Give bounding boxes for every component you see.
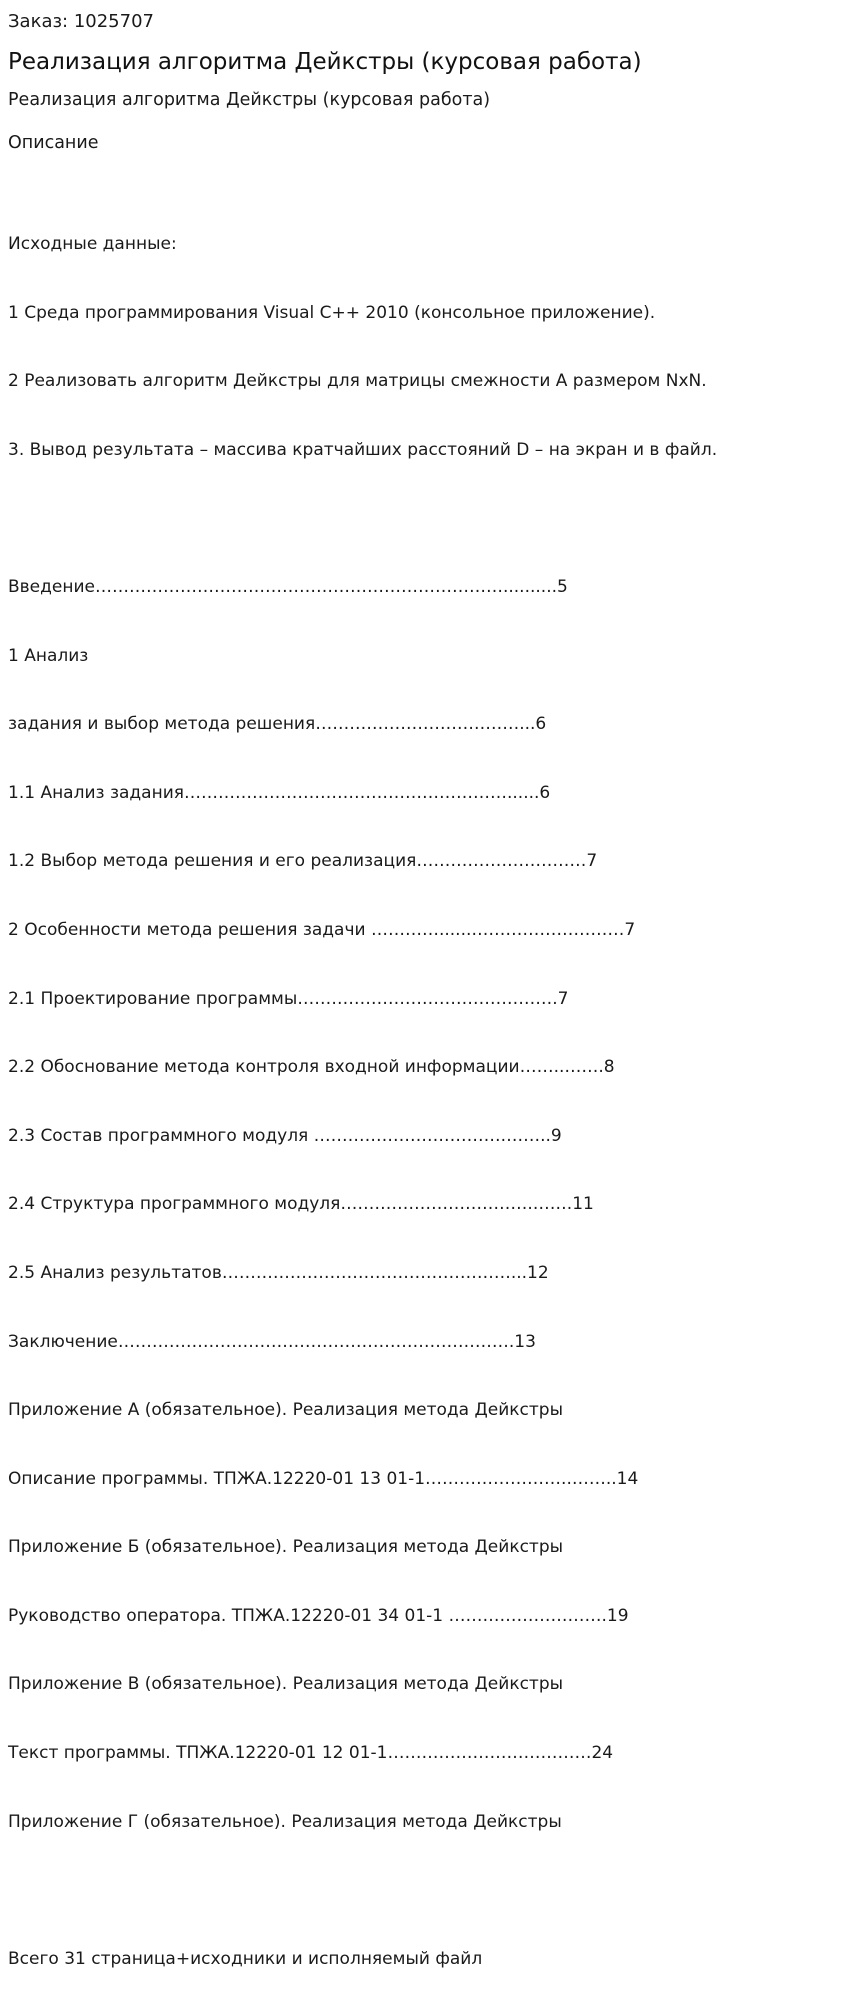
page-title: Реализация алгоритма Дейкстры (курсовая работа) <box>8 49 642 75</box>
toc-line: 1.2 Выбор метода решения и его реализация…………………………7 <box>8 851 598 872</box>
toc-line: Приложение А (обязательное). Реализация метода Дейкстры <box>8 1400 564 1421</box>
toc-line: задания и выбор метода решения………………………………...6 <box>8 714 547 735</box>
toc-line: Заключение…………………………………………………………….13 <box>8 1331 536 1352</box>
description-body <box>8 190 717 2013</box>
toc-line: 2.1 Проектирование программы……………………………………….7 <box>8 988 569 1009</box>
page-count-line: Всего 31 страница+исходники и исполняемый файл <box>8 1948 483 1969</box>
toc-line: 2 Особенности метода решения задачи …………......………………………7 <box>8 919 636 940</box>
toc-line: 1.1 Анализ задания…………………………………………………......6 <box>8 782 551 803</box>
toc-line: Приложение Б (обязательное). Реализация метода Дейкстры <box>8 1537 564 1558</box>
toc-line: 2.4 Структура программного модуля…………………………….…….11 <box>8 1194 594 1215</box>
toc-line: 1 Анализ <box>8 645 89 666</box>
toc-line: Приложение Г (обязательное). Реализация метода Дейкстры <box>8 1811 562 1832</box>
text-line: Исходные данные: <box>8 234 177 254</box>
text-line: 2 Реализовать алгоритм Дейкстры для матрицы смежности А размером NxN. <box>8 371 707 392</box>
order-number: Заказ: 1025707 <box>8 11 154 32</box>
description-heading: Описание <box>8 133 99 153</box>
blank-line <box>8 1876 717 1905</box>
toc-line: 2.5 Анализ результатов……………………………………………...12 <box>8 1262 549 1283</box>
toc-line: Текст программы. ТПЖА.12220-01 12 01-1………………………………24 <box>8 1743 614 1764</box>
toc-line: 2.2 Обоснование метода контроля входной информации……..…….8 <box>8 1057 615 1078</box>
blank-line <box>8 504 717 533</box>
page-subtitle: Реализация алгоритма Дейкстры (курсовая работа) <box>8 90 491 110</box>
text-line: 3. Вывод результата – массива кратчайших расстояний D – на экран и в файл. <box>8 439 718 460</box>
toc-line: Описание программы. ТПЖА.12220-01 13 01-1……………………..……..14 <box>8 1468 639 1489</box>
toc-line: Приложение В (обязательное). Реализация метода Дейкстры <box>8 1674 564 1695</box>
toc-line: Руководство оператора. ТПЖА.12220-01 34 01-1 ……………………….19 <box>8 1605 629 1626</box>
toc-line: Введение………………………………………………………………..........5 <box>8 576 568 597</box>
text-line: 1 Среда программирования Visual C++ 2010 (консольное приложение). <box>8 302 656 323</box>
toc-line: 2.3 Состав программного модуля …………………………….……..9 <box>8 1125 562 1146</box>
